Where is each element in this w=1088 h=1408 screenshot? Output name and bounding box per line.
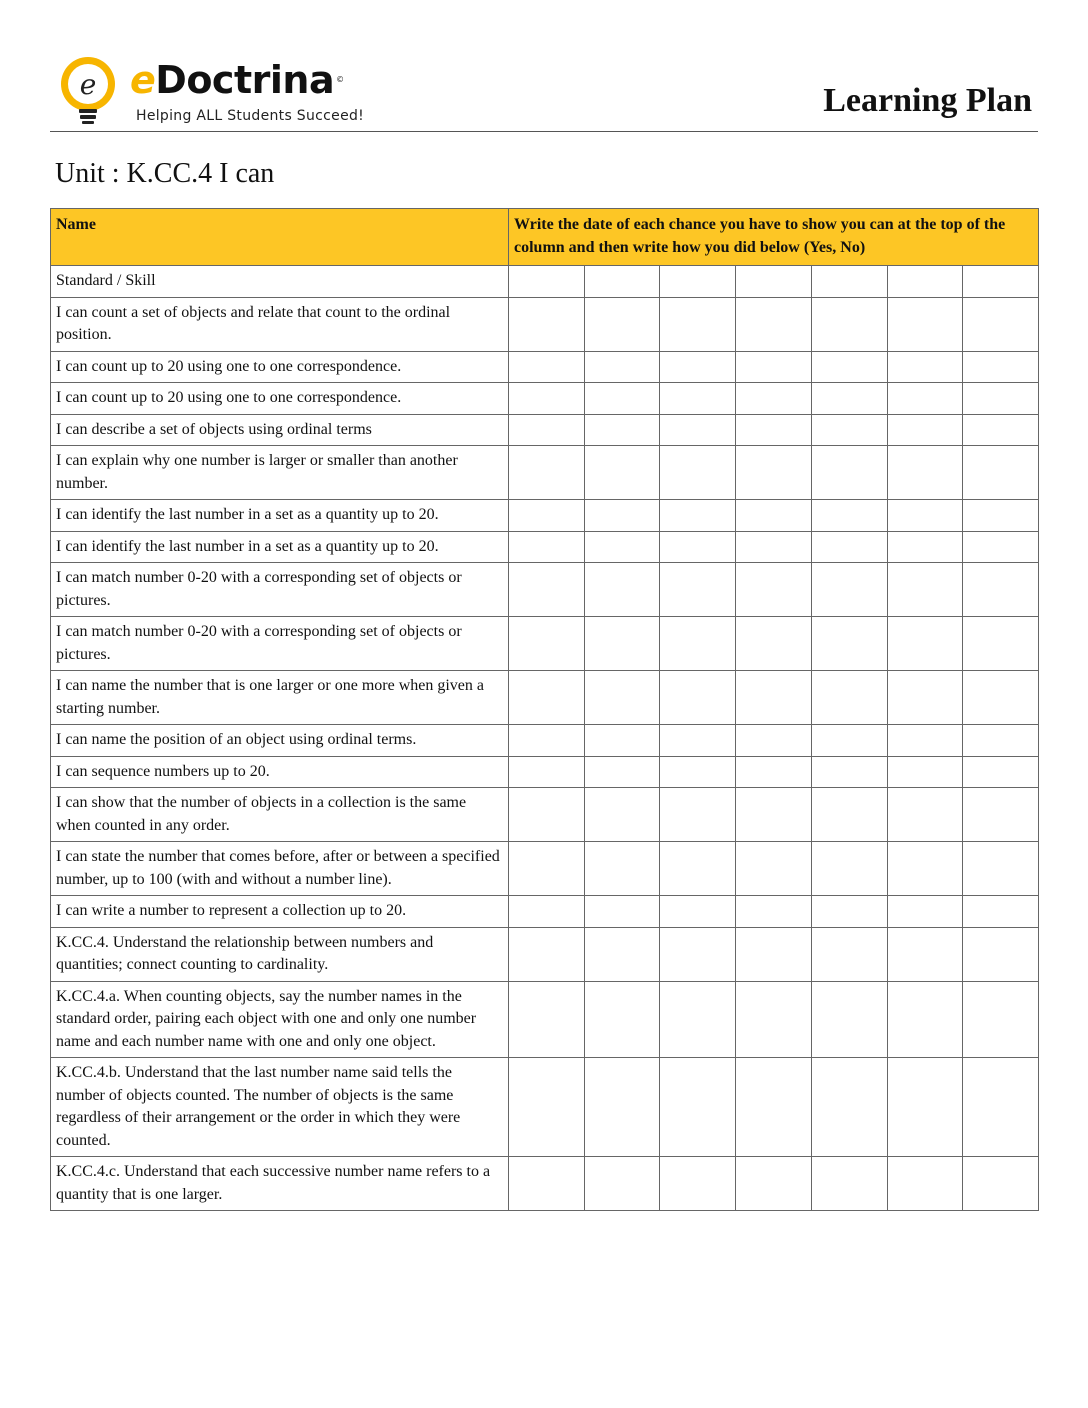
response-cell[interactable] [736, 1058, 812, 1157]
response-cell[interactable] [660, 351, 736, 383]
response-cell[interactable] [887, 617, 963, 671]
response-cell[interactable] [963, 351, 1039, 383]
skill-cell: I can count up to 20 using one to one correspondence. [51, 351, 509, 383]
response-cell[interactable] [660, 927, 736, 981]
table-row [51, 531, 1039, 563]
response-cell[interactable] [736, 981, 812, 1058]
response-cell[interactable] [887, 981, 963, 1058]
response-cell[interactable] [887, 896, 963, 928]
response-cell[interactable] [736, 842, 812, 896]
response-cell[interactable] [736, 927, 812, 981]
response-cell[interactable] [887, 725, 963, 757]
response-cell[interactable] [660, 500, 736, 532]
brand-tagline: Helping ALL Students Succeed! [136, 108, 365, 124]
response-cell[interactable] [736, 788, 812, 842]
response-cell[interactable] [736, 896, 812, 928]
response-cell[interactable] [887, 756, 963, 788]
response-cell[interactable] [584, 927, 660, 981]
skill-cell: I can name the number that is one larger or one more when given a starting number. [51, 671, 509, 725]
response-cell[interactable] [509, 927, 585, 981]
response-cell[interactable] [736, 1157, 812, 1211]
response-cell[interactable] [811, 842, 887, 896]
table-row [51, 383, 1039, 415]
response-cell[interactable] [963, 297, 1039, 351]
skill-cell: I can count a set of objects and relate that count to the ordinal position. [51, 297, 509, 351]
response-cell[interactable] [660, 531, 736, 563]
table-row [51, 351, 1039, 383]
response-cell[interactable] [736, 297, 812, 351]
response-cell[interactable] [887, 266, 963, 298]
response-cell[interactable] [811, 500, 887, 532]
svg-text:e: e [79, 68, 97, 101]
response-cell[interactable] [963, 671, 1039, 725]
response-cell[interactable] [811, 351, 887, 383]
response-cell[interactable] [811, 1157, 887, 1211]
response-cell[interactable] [887, 671, 963, 725]
response-cell[interactable] [811, 1058, 887, 1157]
response-cell[interactable] [584, 896, 660, 928]
skill-cell: I can explain why one number is larger or smaller than another number. [51, 446, 509, 500]
response-cell[interactable] [509, 446, 585, 500]
response-cell[interactable] [584, 351, 660, 383]
response-cell[interactable] [660, 981, 736, 1058]
unit-heading: Unit : K.CC.4 I can [55, 158, 275, 189]
response-cell[interactable] [963, 500, 1039, 532]
response-cell[interactable] [660, 1058, 736, 1157]
response-cell[interactable] [660, 266, 736, 298]
skill-cell: K.CC.4. Understand the relationship between numbers and quantities; connect counting to cardinality. [51, 927, 509, 981]
response-cell[interactable] [736, 351, 812, 383]
response-cell[interactable] [963, 756, 1039, 788]
table-row [51, 414, 1039, 446]
skill-cell: I can show that the number of objects in a collection is the same when counted in any order. [51, 788, 509, 842]
response-cell[interactable] [584, 617, 660, 671]
skill-cell: K.CC.4.c. Understand that each successive number name refers to a quantity that is one larger. [51, 1157, 509, 1211]
skill-cell: K.CC.4.a. When counting objects, say the number names in the standard order, pairing each object with one and only one number name and each number name with one and only one object. [51, 981, 509, 1058]
response-cell[interactable] [509, 351, 585, 383]
response-cell[interactable] [811, 617, 887, 671]
response-cell[interactable] [887, 1058, 963, 1157]
response-cell[interactable] [887, 297, 963, 351]
response-cell[interactable] [736, 446, 812, 500]
response-cell[interactable] [887, 788, 963, 842]
response-cell[interactable] [660, 725, 736, 757]
table-row [51, 297, 1039, 351]
response-cell[interactable] [887, 531, 963, 563]
response-cell[interactable] [963, 1058, 1039, 1157]
response-cell[interactable] [660, 671, 736, 725]
response-cell[interactable] [736, 617, 812, 671]
response-cell[interactable] [811, 297, 887, 351]
response-cell[interactable] [963, 927, 1039, 981]
response-cell[interactable] [811, 414, 887, 446]
response-cell[interactable] [811, 563, 887, 617]
response-cell[interactable] [660, 297, 736, 351]
table-header-row [51, 209, 1039, 266]
response-cell[interactable] [811, 756, 887, 788]
response-cell[interactable] [509, 500, 585, 532]
response-cell[interactable] [736, 563, 812, 617]
table-row [51, 563, 1039, 617]
response-cell[interactable] [963, 617, 1039, 671]
response-cell[interactable] [509, 842, 585, 896]
response-cell[interactable] [811, 671, 887, 725]
response-cell[interactable] [811, 788, 887, 842]
response-cell[interactable] [584, 788, 660, 842]
skill-cell: I can name the position of an object using ordinal terms. [51, 725, 509, 757]
response-cell[interactable] [509, 981, 585, 1058]
response-cell[interactable] [811, 383, 887, 415]
response-cell[interactable] [811, 266, 887, 298]
response-cell[interactable] [660, 446, 736, 500]
response-cell[interactable] [887, 446, 963, 500]
response-cell[interactable] [509, 617, 585, 671]
response-cell[interactable] [660, 896, 736, 928]
response-cell[interactable] [509, 266, 585, 298]
response-cell[interactable] [963, 725, 1039, 757]
table-row [51, 981, 1039, 1058]
response-cell[interactable] [887, 383, 963, 415]
response-cell[interactable] [887, 500, 963, 532]
table-row [51, 927, 1039, 981]
response-cell[interactable] [736, 500, 812, 532]
response-cell[interactable] [584, 725, 660, 757]
response-cell[interactable] [509, 1058, 585, 1157]
response-cell[interactable] [509, 788, 585, 842]
response-cell[interactable] [509, 1157, 585, 1211]
response-cell[interactable] [887, 563, 963, 617]
response-cell[interactable] [660, 842, 736, 896]
response-cell[interactable] [509, 563, 585, 617]
table-row [51, 756, 1039, 788]
edoctrina-logo [54, 54, 374, 126]
page-header [50, 48, 1038, 132]
response-cell[interactable] [584, 563, 660, 617]
response-cell[interactable] [736, 756, 812, 788]
response-cell[interactable] [963, 531, 1039, 563]
response-cell[interactable] [584, 981, 660, 1058]
response-cell[interactable] [963, 842, 1039, 896]
response-cell[interactable] [811, 927, 887, 981]
skill-cell: I can identify the last number in a set as a quantity up to 20. [51, 531, 509, 563]
response-cell[interactable] [736, 414, 812, 446]
page-title: Learning Plan [823, 82, 1032, 119]
response-cell[interactable] [660, 756, 736, 788]
response-cell[interactable] [660, 383, 736, 415]
table-row [51, 500, 1039, 532]
learning-plan-table [50, 208, 1039, 1211]
response-cell[interactable] [660, 617, 736, 671]
skill-cell: I can match number 0-20 with a corresponding set of objects or pictures. [51, 563, 509, 617]
response-cell[interactable] [509, 671, 585, 725]
name-header: Name [51, 209, 509, 266]
response-cell[interactable] [509, 297, 585, 351]
table-row [51, 725, 1039, 757]
response-cell[interactable] [887, 927, 963, 981]
response-cell[interactable] [584, 671, 660, 725]
table-row [51, 788, 1039, 842]
response-cell[interactable] [887, 1157, 963, 1211]
response-cell[interactable] [584, 500, 660, 532]
skill-cell: K.CC.4.b. Understand that the last number name said tells the number of objects counted. The number of objects is the same regardless of their arrangement or the order in which they were counted. [51, 1058, 509, 1157]
response-cell[interactable] [660, 788, 736, 842]
skill-cell: I can state the number that comes before, after or between a specified number, up to 100 (with and without a number line). [51, 842, 509, 896]
table-row [51, 1058, 1039, 1157]
response-cell[interactable] [963, 446, 1039, 500]
lightbulb-icon [54, 54, 126, 126]
response-cell[interactable] [887, 842, 963, 896]
skill-cell: I can count up to 20 using one to one correspondence. [51, 383, 509, 415]
response-cell[interactable] [887, 414, 963, 446]
skill-cell: I can describe a set of objects using ordinal terms [51, 414, 509, 446]
response-cell[interactable] [811, 531, 887, 563]
response-cell[interactable] [584, 383, 660, 415]
response-cell[interactable] [584, 1058, 660, 1157]
response-cell[interactable] [963, 563, 1039, 617]
response-cell[interactable] [736, 383, 812, 415]
instructions-header: Write the date of each chance you have to show you can at the top of the column and then write how you did below (Yes, No) [509, 209, 1039, 266]
response-cell[interactable] [811, 446, 887, 500]
response-cell[interactable] [736, 725, 812, 757]
skill-cell: I can write a number to represent a collection up to 20. [51, 896, 509, 928]
response-cell[interactable] [584, 756, 660, 788]
response-cell[interactable] [660, 414, 736, 446]
table-row [51, 617, 1039, 671]
response-cell[interactable] [963, 266, 1039, 298]
skill-cell: Standard / Skill [51, 266, 509, 298]
response-cell[interactable] [811, 981, 887, 1058]
response-cell[interactable] [736, 531, 812, 563]
response-cell[interactable] [963, 981, 1039, 1058]
response-cell[interactable] [509, 414, 585, 446]
response-cell[interactable] [584, 446, 660, 500]
response-cell[interactable] [509, 383, 585, 415]
response-cell[interactable] [736, 266, 812, 298]
response-cell[interactable] [584, 531, 660, 563]
brand-name: eDoctrina © [130, 58, 344, 102]
response-cell[interactable] [963, 896, 1039, 928]
skill-cell: I can identify the last number in a set as a quantity up to 20. [51, 500, 509, 532]
response-cell[interactable] [509, 725, 585, 757]
response-cell[interactable] [963, 414, 1039, 446]
response-cell[interactable] [660, 563, 736, 617]
skill-cell: I can match number 0-20 with a corresponding set of objects or pictures. [51, 617, 509, 671]
skill-cell: I can sequence numbers up to 20. [51, 756, 509, 788]
table-row [51, 896, 1039, 928]
response-cell[interactable] [584, 414, 660, 446]
response-cell[interactable] [660, 1157, 736, 1211]
response-cell[interactable] [811, 896, 887, 928]
response-cell[interactable] [584, 842, 660, 896]
table-row [51, 842, 1039, 896]
table-row [51, 266, 1039, 298]
response-cell[interactable] [963, 1157, 1039, 1211]
table-row [51, 671, 1039, 725]
response-cell[interactable] [963, 788, 1039, 842]
response-cell[interactable] [584, 266, 660, 298]
table-row [51, 1157, 1039, 1211]
response-cell[interactable] [509, 896, 585, 928]
response-cell[interactable] [509, 756, 585, 788]
response-cell[interactable] [584, 1157, 660, 1211]
response-cell[interactable] [509, 531, 585, 563]
response-cell[interactable] [736, 671, 812, 725]
response-cell[interactable] [887, 351, 963, 383]
table-row [51, 446, 1039, 500]
response-cell[interactable] [584, 297, 660, 351]
response-cell[interactable] [811, 725, 887, 757]
response-cell[interactable] [963, 383, 1039, 415]
